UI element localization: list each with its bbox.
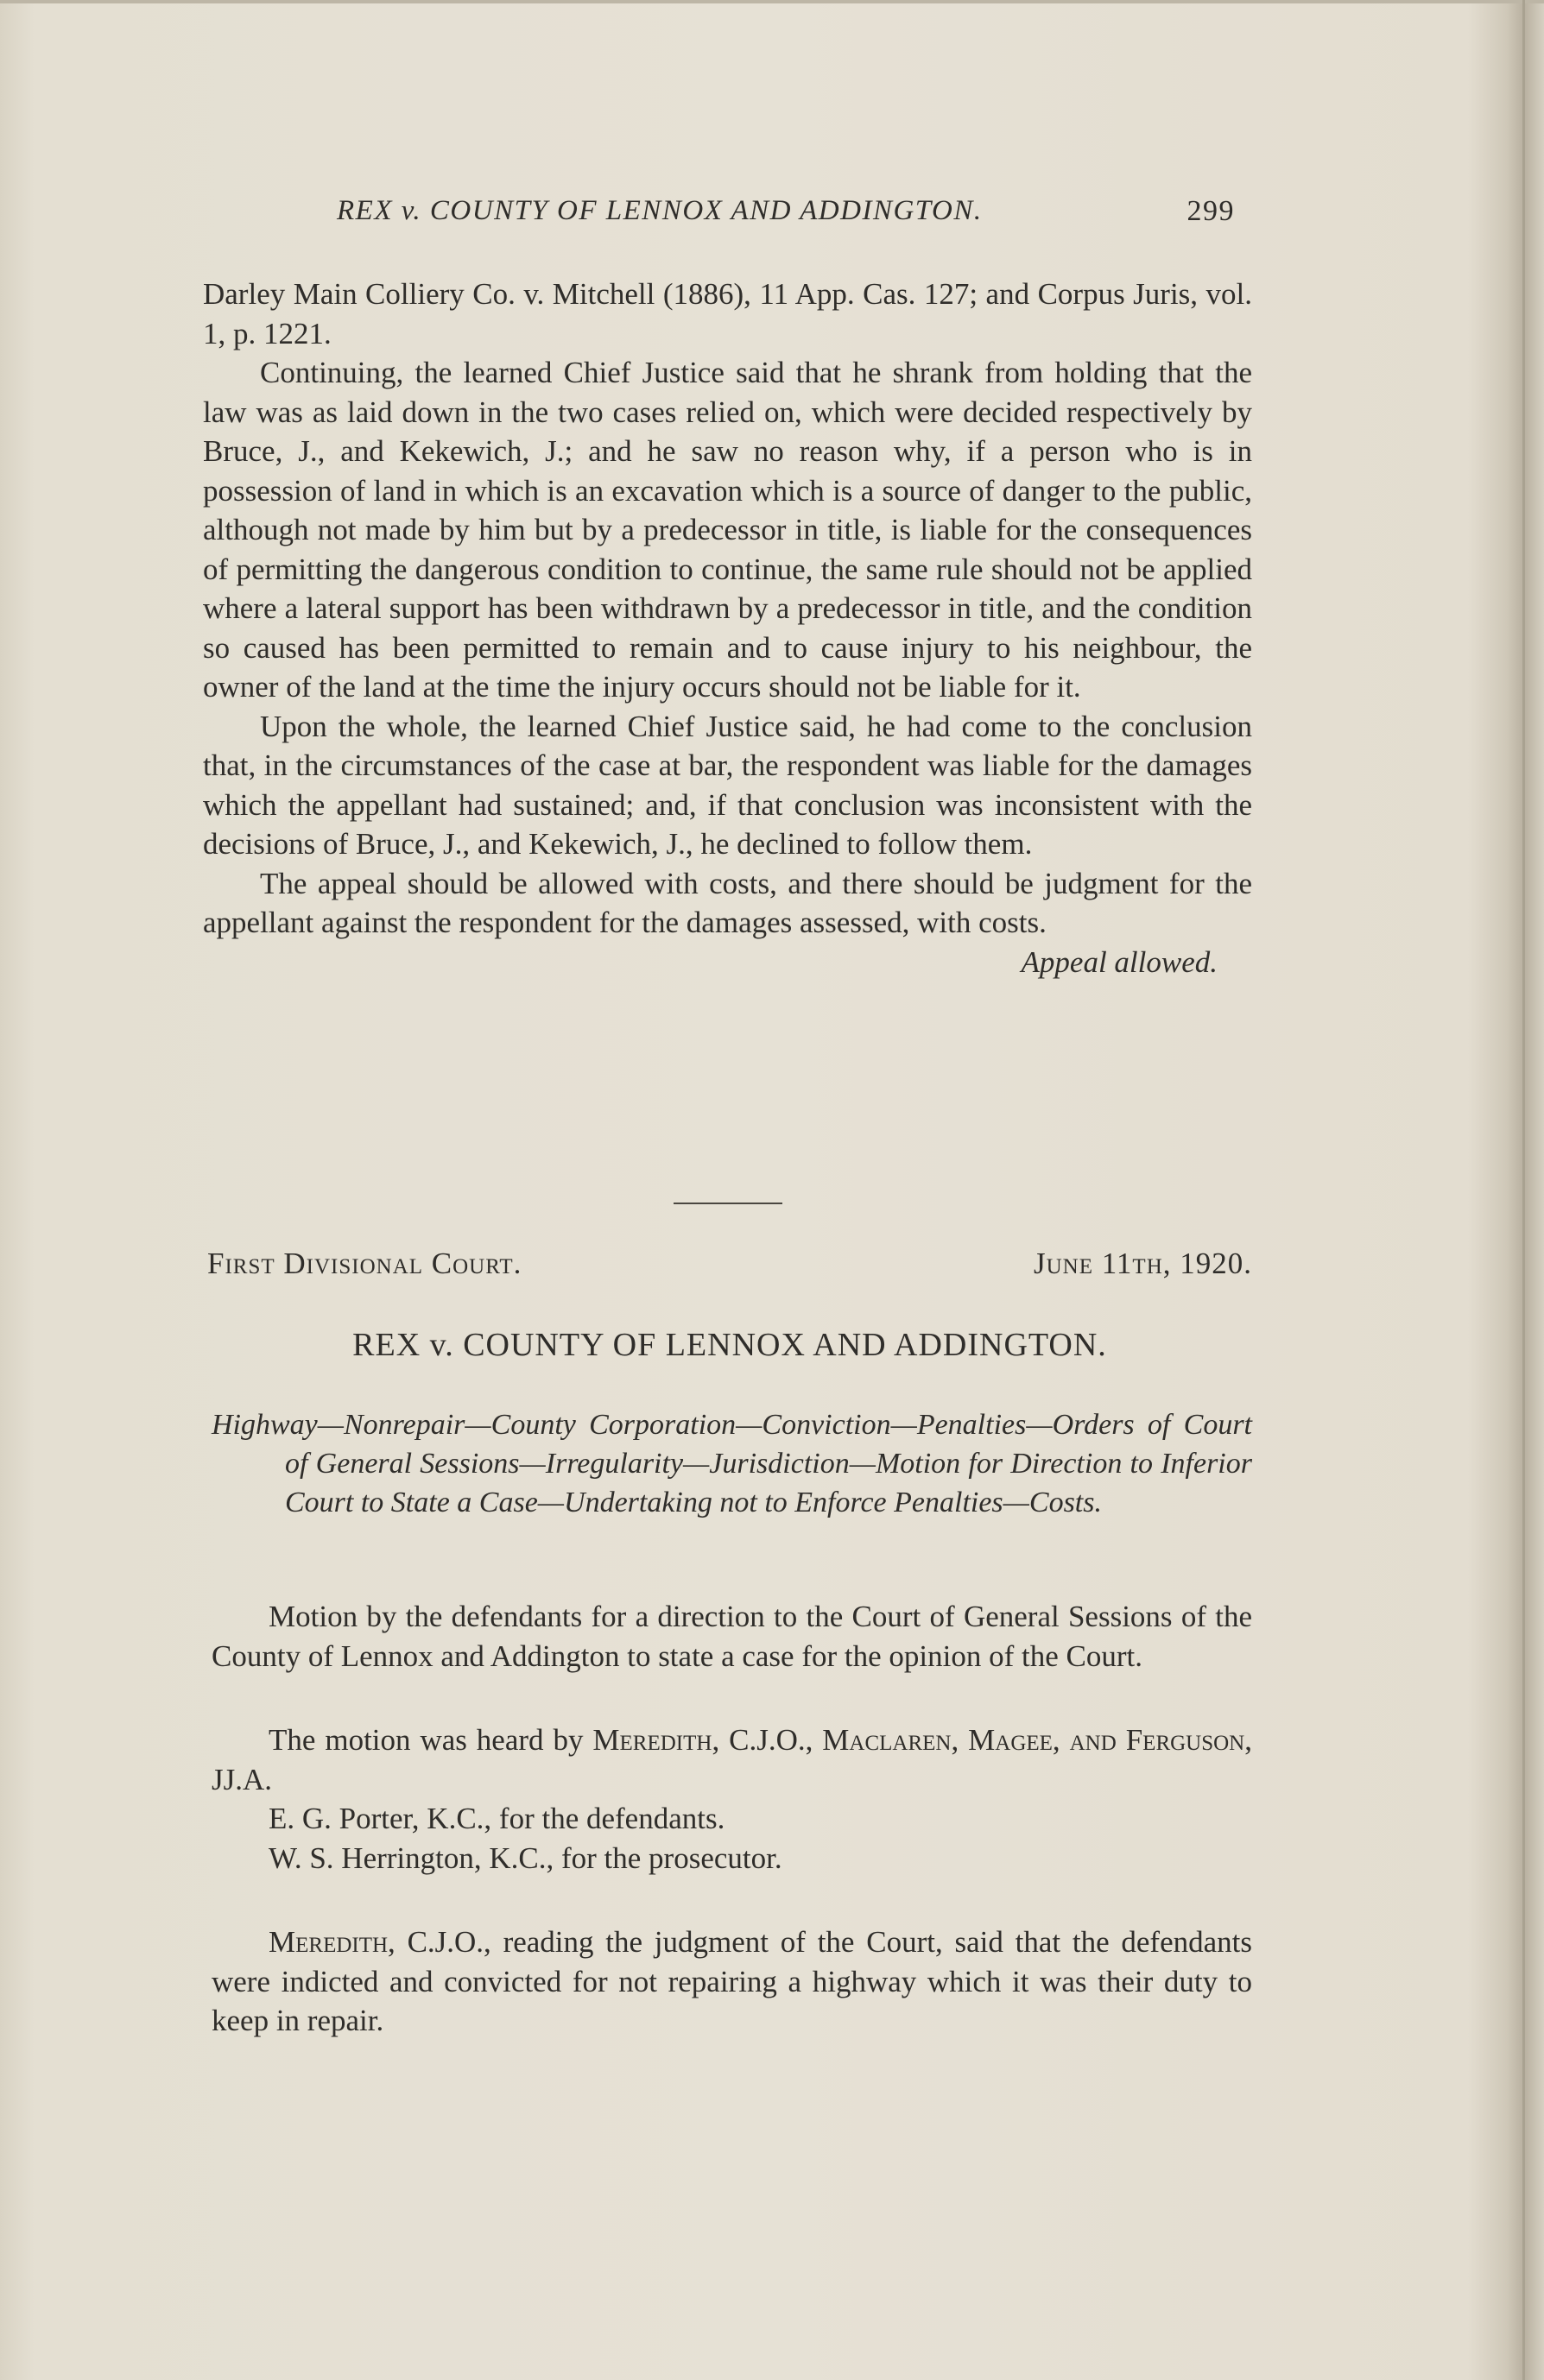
headnote: Highway—Nonrepair—County Corporation—Conviction—Penalties—Orders of Court of General Sessions—Irregularity—Jurisdiction—Motion for Direction to Inferior Court to State a Case—Undertaking not to Enforce Penalties—Costs. xyxy=(212,1409,1252,1518)
section-divider xyxy=(674,1203,782,1204)
counsel-prosecutor: W. S. Herrington, K.C., for the prosecutor. xyxy=(269,1840,782,1875)
page-gutter-edge xyxy=(1522,0,1525,2380)
heard-by-judges: Meredith, C.J.O., Maclaren, Magee, and Ferguson, JJ.A. xyxy=(212,1723,1252,1796)
running-head xyxy=(337,195,1252,227)
running-head-title: REX v. COUNTY OF LENNOX AND ADDINGTON. xyxy=(337,195,983,226)
page-number: 299 xyxy=(1186,195,1235,227)
conclusion-paragraph: Upon the whole, the learned Chief Justice said, he had come to the conclusion that, in the circumstances of the case at bar, the respondent was liable for the damages which the appellant had sustained; and, if that conclusion was inconsistent with the decisions of Bruce, J., and Kekewich, J., he declined to follow them. xyxy=(203,709,1252,861)
page-top-edge xyxy=(0,0,1544,3)
lower-text-block xyxy=(212,1597,1252,2041)
heard-by-paragraph xyxy=(212,1720,1252,1799)
judgment-judge: Meredith xyxy=(269,1925,389,1959)
court-date-line xyxy=(207,1247,1252,1281)
decision-date: June 11th, 1920. xyxy=(1033,1247,1252,1280)
order-paragraph: The appeal should be allowed with costs, and there should be judgment for the appellant against the respondent for the damages assessed, with costs. xyxy=(203,866,1252,939)
judgment-paragraph xyxy=(212,1922,1252,2041)
reasoning-paragraph: Continuing, the learned Chief Justice said that he shrank from holding that the law was as laid down in the two cases relied on, which were decided respectively by Bruce, J., and Kekewich, J.; and he saw no reason why, if a person who is in possession of land in which is an excavation which is a source of danger to the public, although not made by him but by a predecessor in title, is liable for the consequences of permitting the dangerous condition to continue, the same rule should not be applied where a lateral support has been withdrawn by a predecessor in title, and the condition so caused has been permitted to remain and to cause injury to his neighbour, the owner of the land at the time the injury occurs should not be liable for it. xyxy=(203,356,1252,704)
case-title: REX v. COUNTY OF LENNOX AND ADDINGTON. xyxy=(352,1327,1107,1363)
counsel-defendants: E. G. Porter, K.C., for the defendants. xyxy=(269,1802,725,1835)
court-name: First Divisional Court. xyxy=(207,1247,522,1280)
motion-paragraph: Motion by the defendants for a direction to the Court of General Sessions of the County of Lennox and Addington to state a case for the opinion of the Court. xyxy=(212,1600,1252,1673)
top-text-block xyxy=(203,275,1252,982)
heard-by-prefix: The motion was heard by xyxy=(269,1723,593,1757)
citation-paragraph: Darley Main Colliery Co. v. Mitchell (1886), 11 App. Cas. 127; and Corpus Juris, vol. 1, p. 1221. xyxy=(203,277,1252,350)
judgment-text: , C.J.O., reading the judgment of the Court, said that the defendants were indicted and convicted for not repairing a highway which it was their duty to keep in repair. xyxy=(212,1925,1252,2037)
disposition: Appeal allowed. xyxy=(1021,944,1218,979)
